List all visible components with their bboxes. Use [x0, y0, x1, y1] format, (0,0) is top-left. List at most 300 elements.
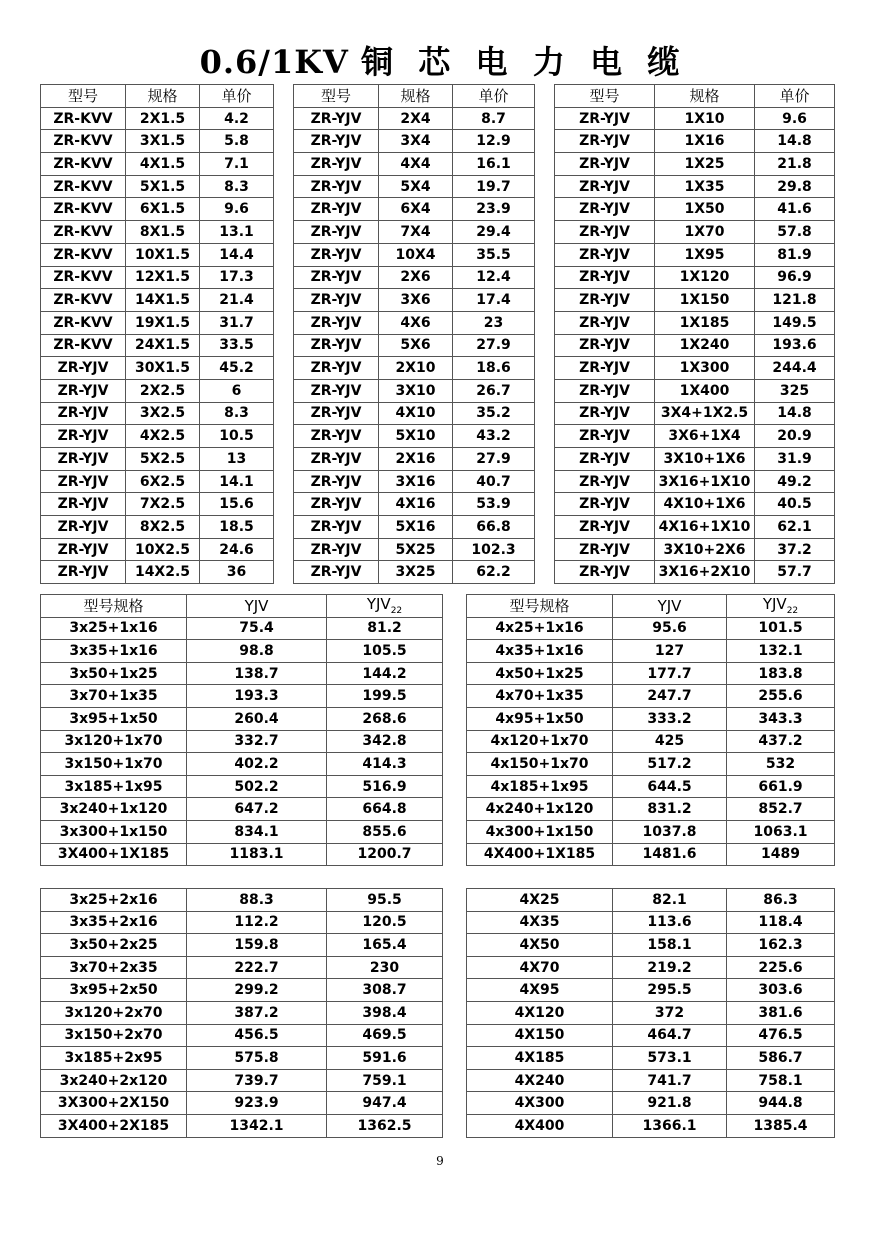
- table-row: [41, 221, 835, 244]
- price-cell: 96.9: [755, 266, 835, 289]
- yjv-price-cell: 98.8: [187, 640, 327, 663]
- spec-cell: 1X300: [655, 357, 755, 380]
- spec-cell: 3X4+1X2.5: [655, 402, 755, 425]
- spec-cell: 12X1.5: [126, 266, 200, 289]
- spec-cell: 4X16: [379, 493, 453, 516]
- model-cell: ZR-YJV: [555, 221, 655, 244]
- model-cell: ZR-YJV: [555, 198, 655, 221]
- yjv-price-cell: 295.5: [613, 979, 727, 1002]
- header-yjv: YJV: [613, 595, 727, 618]
- yjv22-price-cell: 268.6: [327, 707, 443, 730]
- yjv-price-cell: 921.8: [613, 1092, 727, 1115]
- yjv22-price-cell: 852.7: [727, 798, 835, 821]
- column-gap: [535, 311, 555, 334]
- spec-cell: 3x35+2x16: [41, 911, 187, 934]
- table-row: [41, 425, 835, 448]
- spec-cell: 6X2.5: [126, 470, 200, 493]
- spec-cell: 3x50+1x25: [41, 662, 187, 685]
- price-cell: 14.1: [200, 470, 274, 493]
- model-cell: ZR-YJV: [294, 493, 379, 516]
- model-cell: ZR-YJV: [555, 538, 655, 561]
- spec-cell: 2X16: [379, 448, 453, 471]
- column-gap: [274, 107, 294, 130]
- spec-cell: 3X10+2X6: [655, 538, 755, 561]
- price-cell: 7.1: [200, 153, 274, 176]
- yjv22-price-cell: 1489: [727, 843, 835, 866]
- column-gap: [535, 425, 555, 448]
- price-cell: 33.5: [200, 334, 274, 357]
- column-gap: [535, 334, 555, 357]
- yjv22-price-cell: 303.6: [727, 979, 835, 1002]
- spec-cell: 4X2.5: [126, 425, 200, 448]
- spec-cell: 24X1.5: [126, 334, 200, 357]
- spec-cell: 7X4: [379, 221, 453, 244]
- spec-cell: 5X4: [379, 175, 453, 198]
- column-gap: [535, 221, 555, 244]
- column-gap: [535, 538, 555, 561]
- model-cell: ZR-YJV: [294, 357, 379, 380]
- yjv22-price-cell: 476.5: [727, 1024, 835, 1047]
- column-gap: [274, 357, 294, 380]
- yjv22-price-cell: 1063.1: [727, 820, 835, 843]
- spec-cell: 1X10: [655, 107, 755, 130]
- spec-cell: 3x70+2x35: [41, 956, 187, 979]
- price-cell: 40.7: [453, 470, 535, 493]
- spec-cell: 3X6: [379, 289, 453, 312]
- yjv22-price-cell: 342.8: [327, 730, 443, 753]
- spec-cell: 3x25+1x16: [41, 617, 187, 640]
- spec-cell: 10X4: [379, 243, 453, 266]
- column-gap: [535, 107, 555, 130]
- spec-cell: 2X6: [379, 266, 453, 289]
- table-row: [41, 775, 835, 798]
- table-row: [41, 198, 835, 221]
- header-yjv22-sub: 22: [390, 606, 403, 617]
- yjv22-price-cell: 532: [727, 753, 835, 776]
- table-row: [41, 707, 835, 730]
- price-cell: 6: [200, 379, 274, 402]
- spec-cell: 3x185+2x95: [41, 1047, 187, 1070]
- spec-cell: 3x120+1x70: [41, 730, 187, 753]
- model-cell: ZR-YJV: [294, 402, 379, 425]
- spec-cell: 1X16: [655, 130, 755, 153]
- column-gap: [274, 402, 294, 425]
- column-gap: [443, 843, 467, 866]
- yjv22-price-cell: 664.8: [327, 798, 443, 821]
- table-row: [41, 1024, 835, 1047]
- yjv-price-cell: 464.7: [613, 1024, 727, 1047]
- spec-cell: 3x150+1x70: [41, 753, 187, 776]
- spec-cell: 4X50: [467, 934, 613, 957]
- yjv-price-cell: 372: [613, 1001, 727, 1024]
- spec-cell: 4X400+1X185: [467, 843, 613, 866]
- yjv22-price-cell: 118.4: [727, 911, 835, 934]
- spec-cell: 4x240+1x120: [467, 798, 613, 821]
- spec-cell: 3X10: [379, 379, 453, 402]
- price-cell: 49.2: [755, 470, 835, 493]
- price-cell: 193.6: [755, 334, 835, 357]
- yjv-price-cell: 219.2: [613, 956, 727, 979]
- yjv-price-cell: 739.7: [187, 1069, 327, 1092]
- table-row: [41, 311, 835, 334]
- yjv22-price-cell: 101.5: [727, 617, 835, 640]
- table-row: [41, 493, 835, 516]
- table-row: [41, 617, 835, 640]
- table-row: [41, 1069, 835, 1092]
- yjv22-price-cell: 1385.4: [727, 1114, 835, 1137]
- column-gap: [443, 820, 467, 843]
- spec-cell: 3x25+2x16: [41, 889, 187, 912]
- column-gap: [535, 470, 555, 493]
- yjv22-price-cell: 661.9: [727, 775, 835, 798]
- price-cell: 24.6: [200, 538, 274, 561]
- table-header-row: [41, 595, 835, 618]
- model-cell: ZR-YJV: [555, 107, 655, 130]
- page-title: 0.6/1KV 铜 芯 电 力 电 缆: [199, 43, 681, 81]
- column-gap: [443, 956, 467, 979]
- yjv22-price-cell: 414.3: [327, 753, 443, 776]
- price-cell: 18.5: [200, 516, 274, 539]
- header-model: 型号: [555, 85, 655, 108]
- yjv-price-cell: 834.1: [187, 820, 327, 843]
- column-gap: [535, 198, 555, 221]
- model-cell: ZR-KVV: [41, 175, 126, 198]
- model-cell: ZR-YJV: [294, 266, 379, 289]
- yjv-price-cell: 88.3: [187, 889, 327, 912]
- header-yjv22-main: YJV: [366, 595, 391, 614]
- header-model: 型号: [294, 85, 379, 108]
- header-spec: 规格: [655, 85, 755, 108]
- yjv-price-cell: 1342.1: [187, 1114, 327, 1137]
- header-yjv22-main: YJV: [762, 595, 787, 614]
- column-gap: [443, 1069, 467, 1092]
- price-cell: 10.5: [200, 425, 274, 448]
- yjv-price-cell: 112.2: [187, 911, 327, 934]
- price-cell: 19.7: [453, 175, 535, 198]
- price-cell: 53.9: [453, 493, 535, 516]
- price-cell: 57.8: [755, 221, 835, 244]
- yjv-price-cell: 247.7: [613, 685, 727, 708]
- spec-cell: 5X10: [379, 425, 453, 448]
- model-cell: ZR-YJV: [555, 153, 655, 176]
- yjv-price-cell: 402.2: [187, 753, 327, 776]
- price-cell: 26.7: [453, 379, 535, 402]
- model-cell: ZR-YJV: [294, 311, 379, 334]
- yjv22-price-cell: 437.2: [727, 730, 835, 753]
- column-gap: [443, 1092, 467, 1115]
- yjv-price-cell: 573.1: [613, 1047, 727, 1070]
- table-row: [41, 266, 835, 289]
- model-cell: ZR-KVV: [41, 221, 126, 244]
- column-gap: [443, 595, 467, 618]
- column-gap: [443, 1047, 467, 1070]
- spec-cell: 1X120: [655, 266, 755, 289]
- model-cell: ZR-YJV: [555, 402, 655, 425]
- table-row: [41, 1092, 835, 1115]
- spec-cell: 5X1.5: [126, 175, 200, 198]
- column-gap: [274, 561, 294, 584]
- spec-cell: 3x240+1x120: [41, 798, 187, 821]
- header-price: 单价: [200, 85, 274, 108]
- yjv-price-cell: 159.8: [187, 934, 327, 957]
- table-row: [41, 334, 835, 357]
- column-gap: [535, 289, 555, 312]
- yjv22-price-cell: 308.7: [327, 979, 443, 1002]
- model-cell: ZR-KVV: [41, 311, 126, 334]
- table-row: [41, 798, 835, 821]
- spec-cell: 4x35+1x16: [467, 640, 613, 663]
- yjv-price-cell: 1366.1: [613, 1114, 727, 1137]
- model-cell: ZR-YJV: [555, 289, 655, 312]
- model-cell: ZR-KVV: [41, 289, 126, 312]
- column-gap: [274, 85, 294, 108]
- price-cell: 14.4: [200, 243, 274, 266]
- model-cell: ZR-YJV: [294, 425, 379, 448]
- price-cell: 35.2: [453, 402, 535, 425]
- column-gap: [443, 640, 467, 663]
- price-cell: 21.8: [755, 153, 835, 176]
- yjv-price-cell: 575.8: [187, 1047, 327, 1070]
- yjv22-price-cell: 132.1: [727, 640, 835, 663]
- model-cell: ZR-YJV: [294, 379, 379, 402]
- spec-cell: 5X16: [379, 516, 453, 539]
- yjv-price-cell: 923.9: [187, 1092, 327, 1115]
- price-cell: 17.4: [453, 289, 535, 312]
- column-gap: [535, 561, 555, 584]
- yjv22-price-cell: 469.5: [327, 1024, 443, 1047]
- model-cell: ZR-YJV: [555, 334, 655, 357]
- table-row: [41, 911, 835, 934]
- column-gap: [535, 175, 555, 198]
- model-cell: ZR-YJV: [41, 379, 126, 402]
- column-gap: [535, 516, 555, 539]
- table-row: [41, 889, 835, 912]
- column-gap: [274, 243, 294, 266]
- table-row: [41, 820, 835, 843]
- price-cell: 244.4: [755, 357, 835, 380]
- table-row: [41, 153, 835, 176]
- price-cell: 36: [200, 561, 274, 584]
- model-cell: ZR-YJV: [294, 516, 379, 539]
- yjv22-price-cell: 120.5: [327, 911, 443, 934]
- column-gap: [443, 934, 467, 957]
- spec-cell: 3X1.5: [126, 130, 200, 153]
- table-row: [41, 516, 835, 539]
- table-row: [41, 130, 835, 153]
- price-cell: 23: [453, 311, 535, 334]
- spec-cell: 3x95+2x50: [41, 979, 187, 1002]
- column-gap: [274, 379, 294, 402]
- yjv-price-cell: 113.6: [613, 911, 727, 934]
- spec-cell: 4x95+1x50: [467, 707, 613, 730]
- yjv-price-cell: 138.7: [187, 662, 327, 685]
- model-cell: ZR-YJV: [555, 311, 655, 334]
- price-cell: 13.1: [200, 221, 274, 244]
- yjv-price-cell: 1037.8: [613, 820, 727, 843]
- price-cell: 31.9: [755, 448, 835, 471]
- table-row: [41, 107, 835, 130]
- price-cell: 57.7: [755, 561, 835, 584]
- spec-cell: 3X10+1X6: [655, 448, 755, 471]
- spec-cell: 3X2.5: [126, 402, 200, 425]
- model-cell: ZR-YJV: [555, 130, 655, 153]
- yjv-price-cell: 193.3: [187, 685, 327, 708]
- yjv-price-cell: 517.2: [613, 753, 727, 776]
- table-header-row: [41, 85, 835, 108]
- yjv22-price-cell: 86.3: [727, 889, 835, 912]
- spec-cell: 4X240: [467, 1069, 613, 1092]
- column-gap: [443, 979, 467, 1002]
- table-row: [41, 379, 835, 402]
- yjv-price-cell: 333.2: [613, 707, 727, 730]
- column-gap: [274, 311, 294, 334]
- header-model-spec: 型号规格: [467, 595, 613, 618]
- price-cell: 121.8: [755, 289, 835, 312]
- header-price: 单价: [755, 85, 835, 108]
- spec-cell: 4x300+1x150: [467, 820, 613, 843]
- column-gap: [535, 85, 555, 108]
- spec-cell: 4X70: [467, 956, 613, 979]
- model-cell: ZR-YJV: [41, 493, 126, 516]
- price-cell: 66.8: [453, 516, 535, 539]
- table-row: [41, 357, 835, 380]
- price-cell: 8.3: [200, 175, 274, 198]
- table-row: [41, 956, 835, 979]
- spec-cell: 3x185+1x95: [41, 775, 187, 798]
- spec-cell: 19X1.5: [126, 311, 200, 334]
- spec-cell: 4X35: [467, 911, 613, 934]
- model-cell: ZR-YJV: [294, 538, 379, 561]
- yjv-price-cell: 127: [613, 640, 727, 663]
- header-spec: 规格: [126, 85, 200, 108]
- model-cell: ZR-YJV: [294, 448, 379, 471]
- table-row: [41, 685, 835, 708]
- column-gap: [274, 153, 294, 176]
- yjv-price-cell: 456.5: [187, 1024, 327, 1047]
- model-cell: ZR-YJV: [555, 379, 655, 402]
- model-cell: ZR-YJV: [294, 289, 379, 312]
- spec-cell: 3X25: [379, 561, 453, 584]
- model-cell: ZR-KVV: [41, 243, 126, 266]
- model-cell: ZR-KVV: [41, 130, 126, 153]
- spec-cell: 2X10: [379, 357, 453, 380]
- yjv22-price-cell: 381.6: [727, 1001, 835, 1024]
- column-gap: [443, 685, 467, 708]
- yjv22-price-cell: 398.4: [327, 1001, 443, 1024]
- price-cell: 14.8: [755, 402, 835, 425]
- table-row: [41, 448, 835, 471]
- spec-cell: 4x70+1x35: [467, 685, 613, 708]
- spec-cell: 4x185+1x95: [467, 775, 613, 798]
- column-gap: [443, 1001, 467, 1024]
- column-gap: [274, 538, 294, 561]
- price-cell: 13: [200, 448, 274, 471]
- column-gap: [274, 198, 294, 221]
- column-gap: [274, 266, 294, 289]
- column-gap: [535, 266, 555, 289]
- column-gap: [535, 493, 555, 516]
- price-cell: 62.1: [755, 516, 835, 539]
- spec-cell: 8X2.5: [126, 516, 200, 539]
- spec-cell: 14X1.5: [126, 289, 200, 312]
- price-cell: 17.3: [200, 266, 274, 289]
- model-cell: ZR-YJV: [555, 425, 655, 448]
- spec-cell: 1X185: [655, 311, 755, 334]
- spec-cell: 4x25+1x16: [467, 617, 613, 640]
- spec-cell: 3X400+1X185: [41, 843, 187, 866]
- model-cell: ZR-YJV: [41, 448, 126, 471]
- yjv-price-cell: 425: [613, 730, 727, 753]
- price-cell: 40.5: [755, 493, 835, 516]
- yjv22-price-cell: 1200.7: [327, 843, 443, 866]
- spec-cell: 4X150: [467, 1024, 613, 1047]
- price-cell: 81.9: [755, 243, 835, 266]
- price-cell: 37.2: [755, 538, 835, 561]
- table-row: [41, 402, 835, 425]
- yjv22-price-cell: 162.3: [727, 934, 835, 957]
- yjv-price-cell: 741.7: [613, 1069, 727, 1092]
- spec-cell: 3X6+1X4: [655, 425, 755, 448]
- yjv-price-cell: 1481.6: [613, 843, 727, 866]
- price-cell: 325: [755, 379, 835, 402]
- spec-cell: 7X2.5: [126, 493, 200, 516]
- price-cell: 35.5: [453, 243, 535, 266]
- column-gap: [274, 493, 294, 516]
- yjv-price-cell: 332.7: [187, 730, 327, 753]
- spec-cell: 1X95: [655, 243, 755, 266]
- page-number: 9: [436, 1154, 444, 1168]
- column-gap: [535, 379, 555, 402]
- price-cell: 14.8: [755, 130, 835, 153]
- model-cell: ZR-YJV: [41, 516, 126, 539]
- spec-cell: 1X25: [655, 153, 755, 176]
- model-cell: ZR-KVV: [41, 334, 126, 357]
- price-cell: 149.5: [755, 311, 835, 334]
- spec-cell: 10X2.5: [126, 538, 200, 561]
- model-cell: ZR-YJV: [294, 561, 379, 584]
- spec-cell: 4X300: [467, 1092, 613, 1115]
- model-cell: ZR-YJV: [294, 107, 379, 130]
- price-cell: 102.3: [453, 538, 535, 561]
- spec-cell: 3x300+1x150: [41, 820, 187, 843]
- yjv-price-cell: 95.6: [613, 617, 727, 640]
- column-gap: [443, 775, 467, 798]
- column-gap: [274, 289, 294, 312]
- spec-cell: 4X185: [467, 1047, 613, 1070]
- model-cell: ZR-YJV: [555, 448, 655, 471]
- yjv-price-cell: 831.2: [613, 798, 727, 821]
- price-cell: 12.9: [453, 130, 535, 153]
- spec-cell: 14X2.5: [126, 561, 200, 584]
- spec-cell: 4x50+1x25: [467, 662, 613, 685]
- price-table-single: [40, 84, 835, 584]
- column-gap: [274, 130, 294, 153]
- spec-cell: 4x120+1x70: [467, 730, 613, 753]
- price-table-multicore-2: [40, 888, 835, 1138]
- header-yjv22-sub: 22: [786, 606, 799, 617]
- column-gap: [535, 243, 555, 266]
- table-row: [41, 470, 835, 493]
- price-cell: 27.9: [453, 448, 535, 471]
- spec-cell: 4X95: [467, 979, 613, 1002]
- yjv22-price-cell: 855.6: [327, 820, 443, 843]
- yjv22-price-cell: 165.4: [327, 934, 443, 957]
- price-cell: 20.9: [755, 425, 835, 448]
- price-cell: 5.8: [200, 130, 274, 153]
- spec-cell: 3X4: [379, 130, 453, 153]
- table-row: [41, 640, 835, 663]
- column-gap: [443, 753, 467, 776]
